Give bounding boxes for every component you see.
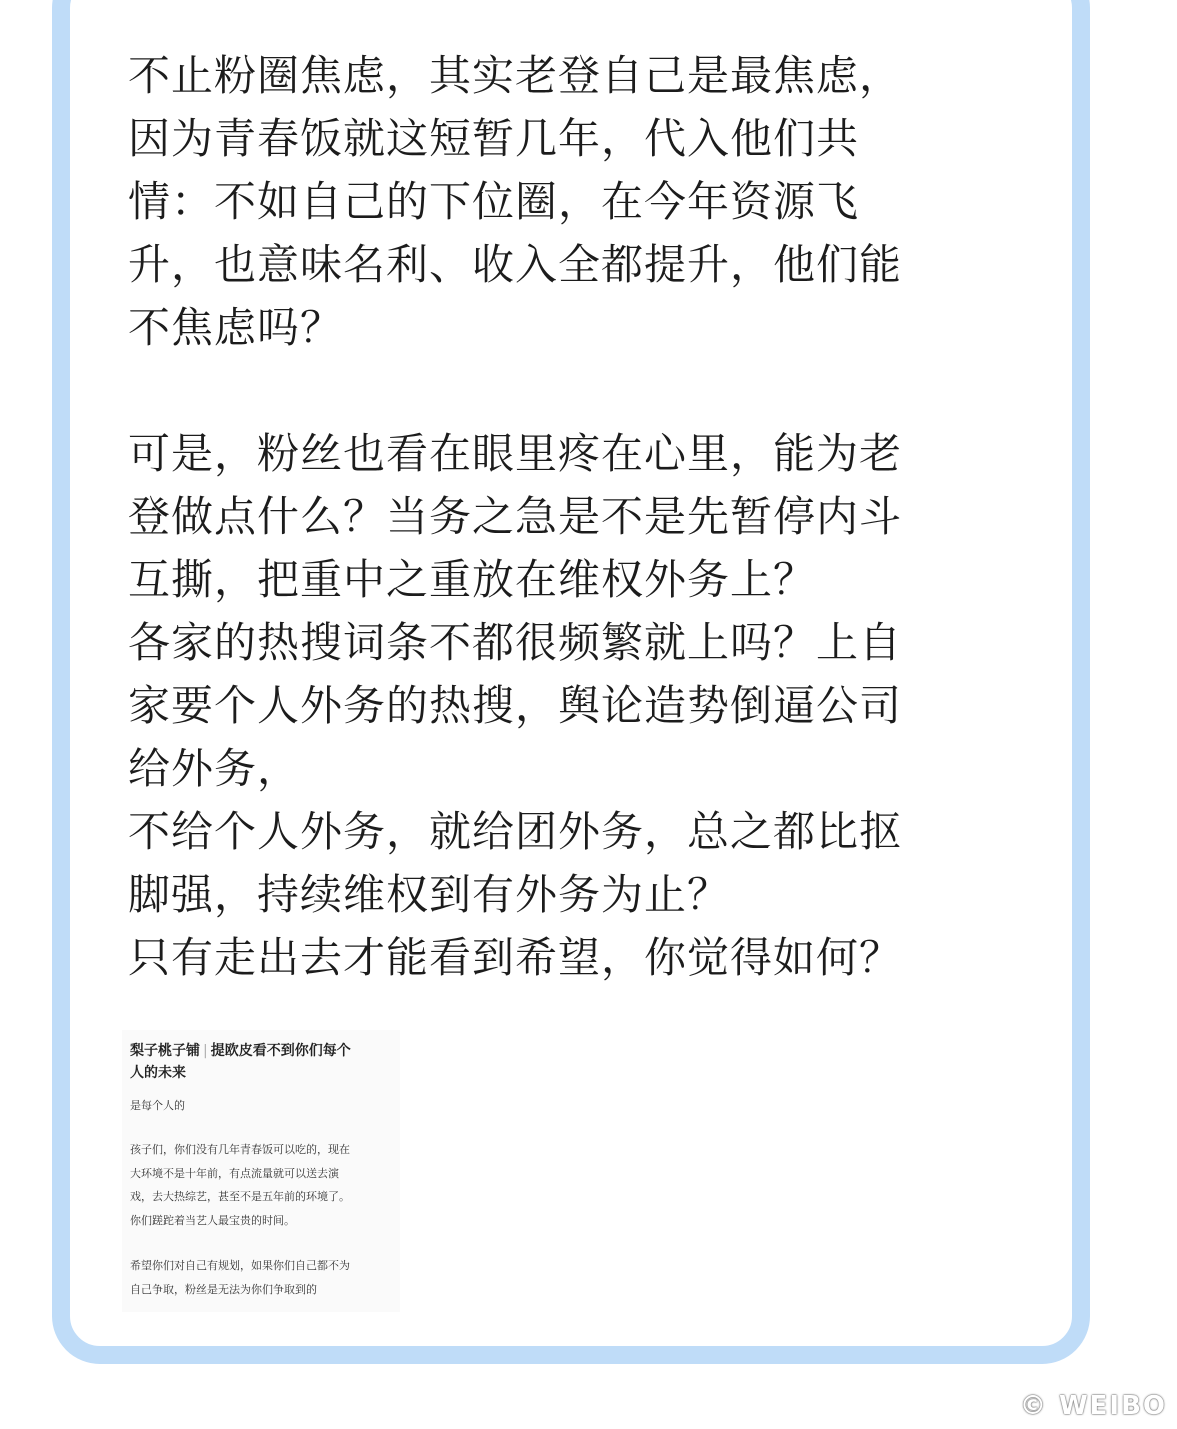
quoted-line: 戏，去大热综艺，甚至不是五年前的环境了。: [130, 1190, 350, 1203]
quoted-title-line2: 人的未来: [130, 1065, 186, 1081]
quoted-subtitle: 是每个人的: [130, 1099, 185, 1112]
post-body: [128, 44, 1008, 989]
post-line: 只有走出去才能看到希望，你觉得如何？: [128, 933, 903, 982]
quoted-post-image[interactable]: [122, 1030, 400, 1312]
post-line: 家要个人外务的热搜，舆论造势倒逼公司: [128, 681, 903, 730]
post-line: 不焦虑吗？: [128, 303, 344, 352]
quoted-title-line1: 提欧皮看不到你们每个: [210, 1043, 351, 1059]
quoted-line: 自己争取，粉丝是无法为你们争取到的: [130, 1282, 317, 1296]
post-line: 不止粉圈焦虑，其实老登自己是最焦虑，: [128, 51, 903, 100]
title-separator: |: [203, 1043, 208, 1059]
quoted-line: 希望你们对自己有规划，如果你们自己都不为: [130, 1259, 350, 1272]
post-line: 不给个人外务，就给团外务，总之都比抠: [128, 807, 903, 856]
post-line: 各家的热搜词条不都很频繁就上吗？上自: [128, 618, 903, 667]
post-line: 情：不如自己的下位圈，在今年资源飞: [128, 177, 860, 226]
post-line: 给外务，: [128, 744, 301, 793]
post-line: 互撕，把重中之重放在维权外务上？: [128, 555, 817, 604]
quoted-line: 大环境不是十年前，有点流量就可以送去演: [130, 1166, 339, 1180]
post-blank-line: [128, 359, 1008, 422]
post-line: 升，也意味名利、收入全都提升，他们能: [128, 240, 903, 289]
quoted-store-name: 梨子桃子铺: [130, 1043, 200, 1059]
post-line: 因为青春饭就这短暂几年，代入他们共: [128, 114, 860, 163]
quoted-paragraph-2: [130, 1254, 392, 1301]
quoted-post-title: [130, 1040, 392, 1084]
weibo-watermark: © WEIBO: [1019, 1391, 1167, 1421]
quoted-line: 孩子们，你们没有几年青春饭可以吃的，现在: [130, 1143, 350, 1156]
post-line: 可是，粉丝也看在眼里疼在心里，能为老: [128, 429, 903, 478]
post-line: 登做点什么？当务之急是不是先暂停内斗: [128, 492, 903, 541]
quoted-line: 你们蹉跎着当艺人最宝贵的时间。: [130, 1213, 295, 1227]
quoted-paragraph-1: [130, 1138, 392, 1232]
post-line: 脚强，持续维权到有外务为止？: [128, 870, 731, 919]
